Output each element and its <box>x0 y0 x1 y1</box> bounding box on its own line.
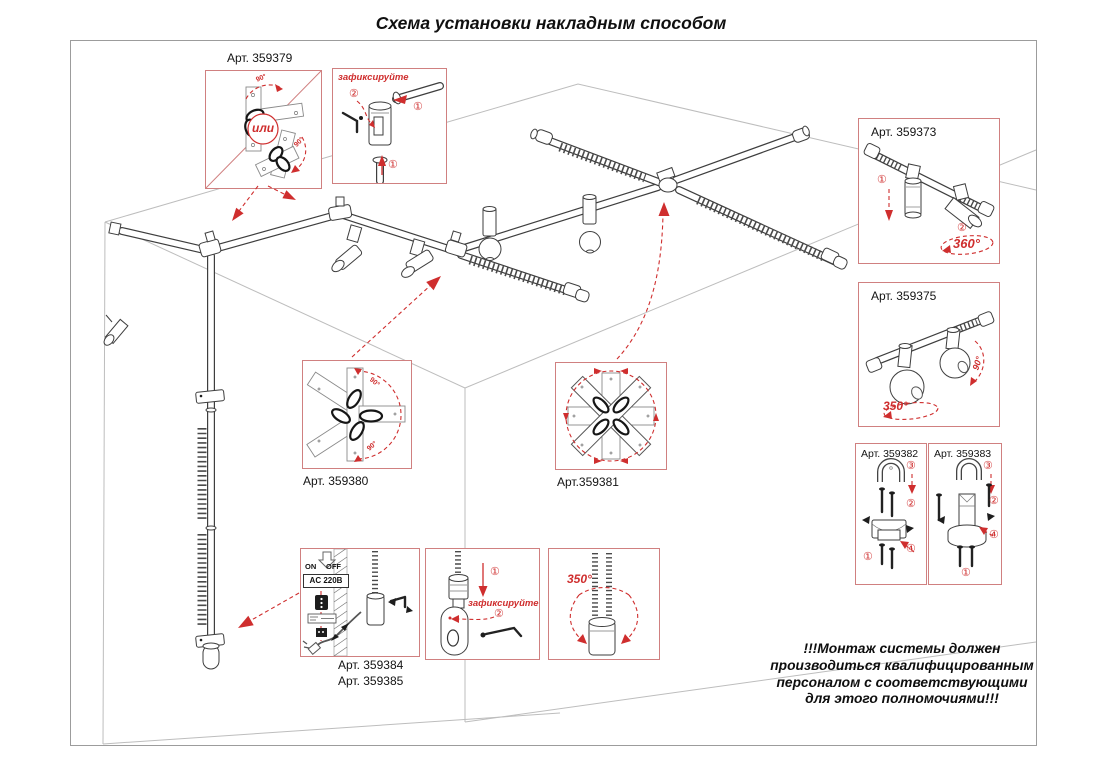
junction-connector <box>445 231 468 258</box>
angle-90-a: 90° <box>367 376 381 389</box>
end-cap-front <box>563 282 591 303</box>
ball-spot-drawing <box>859 283 999 426</box>
step-3: ③ <box>983 460 993 472</box>
label-art-359379: Арт. 359379 <box>227 51 293 65</box>
pole-end-cap <box>203 643 219 669</box>
warning-text <box>757 641 1047 708</box>
or-label: или <box>252 121 275 135</box>
wall-stub-end <box>109 222 121 235</box>
power-feed-drawing <box>301 549 419 656</box>
callout-art-359375 <box>858 282 1000 427</box>
step-1: ① <box>877 174 887 186</box>
callout-art-359373 <box>858 118 1000 264</box>
end-cap-se <box>820 247 848 270</box>
step-1: ① <box>863 551 873 563</box>
label-art-359381: Арт.359381 <box>557 475 619 489</box>
angle-350: 350° <box>567 572 592 586</box>
callout-art-359384 <box>300 548 420 657</box>
label-art-359385: Арт. 359385 <box>338 674 404 688</box>
warning-line: для этого полномочиями!!! <box>805 691 999 707</box>
hex-key-icon <box>343 113 363 132</box>
callout-art-359379 <box>205 70 322 189</box>
step-4: ④ <box>906 543 916 555</box>
step-1: ① <box>961 567 971 579</box>
step-2: ② <box>494 608 504 620</box>
angle-360: 360° <box>953 236 980 251</box>
label-art-359375: Арт. 359375 <box>871 289 937 303</box>
label-art-359380: Арт. 359380 <box>303 474 369 488</box>
rotation-350-drawing <box>549 549 659 659</box>
driver-icon <box>316 628 327 637</box>
step-1: ① <box>490 566 500 578</box>
fixation-caption: зафиксируйте <box>468 598 539 609</box>
end-cap-ne <box>791 125 810 143</box>
callout-art-359382 <box>855 443 927 585</box>
page-title: Схема установки накладным способом <box>375 13 727 33</box>
step-3: ③ <box>906 460 916 472</box>
on-label: ON <box>305 562 317 571</box>
callout-fixation-bottom <box>425 548 540 660</box>
label-art-359373: Арт. 359373 <box>871 125 937 139</box>
fixation-caption: зафиксируйте <box>338 72 409 83</box>
callout-art-359380 <box>302 360 412 469</box>
step-2: ② <box>957 222 967 234</box>
warning-line: производиться квалифицированным <box>770 657 1034 673</box>
off-label: OFF <box>326 562 341 571</box>
cross-connector-plate-drawing <box>556 363 666 469</box>
callout-art-359383 <box>928 443 1002 585</box>
callout-rotation-350 <box>548 548 660 660</box>
hex-key-icon <box>486 628 521 636</box>
corner-connector-top-of-pole <box>198 231 221 257</box>
step-4: ④ <box>989 529 999 541</box>
step-1: ① <box>413 101 423 113</box>
angle-90-b: 90° <box>365 440 379 453</box>
warning-line: !!!Монтаж системы должен <box>803 641 1001 656</box>
angle-90: 90° <box>970 355 985 372</box>
end-cap-nw <box>529 128 553 145</box>
label-art-359384: Арт. 359384 <box>338 658 404 672</box>
step-1b: ① <box>388 159 398 171</box>
spotlight-left <box>330 225 363 274</box>
spotlight-wall-small <box>102 315 128 347</box>
warning-line: персоналом с соответствующими <box>776 674 1028 690</box>
corner-connector-apex <box>328 197 352 221</box>
step-2: ② <box>349 88 359 100</box>
step-2: ② <box>906 498 916 510</box>
label-art-359383: Арт. 359383 <box>934 448 992 460</box>
t-connector-plate-drawing <box>303 361 411 468</box>
cross-connector <box>657 168 677 192</box>
callout-fixation-top <box>332 68 447 184</box>
callout-art-359381 <box>555 362 667 470</box>
label-art-359382: Арт. 359382 <box>861 448 919 460</box>
angle-90-a: 90° <box>255 73 268 84</box>
angle-90-b: 90° <box>293 136 306 149</box>
step-2: ② <box>989 495 999 507</box>
angle-350: 350° <box>883 399 908 413</box>
ac-voltage-badge: AC 220В <box>303 574 349 588</box>
